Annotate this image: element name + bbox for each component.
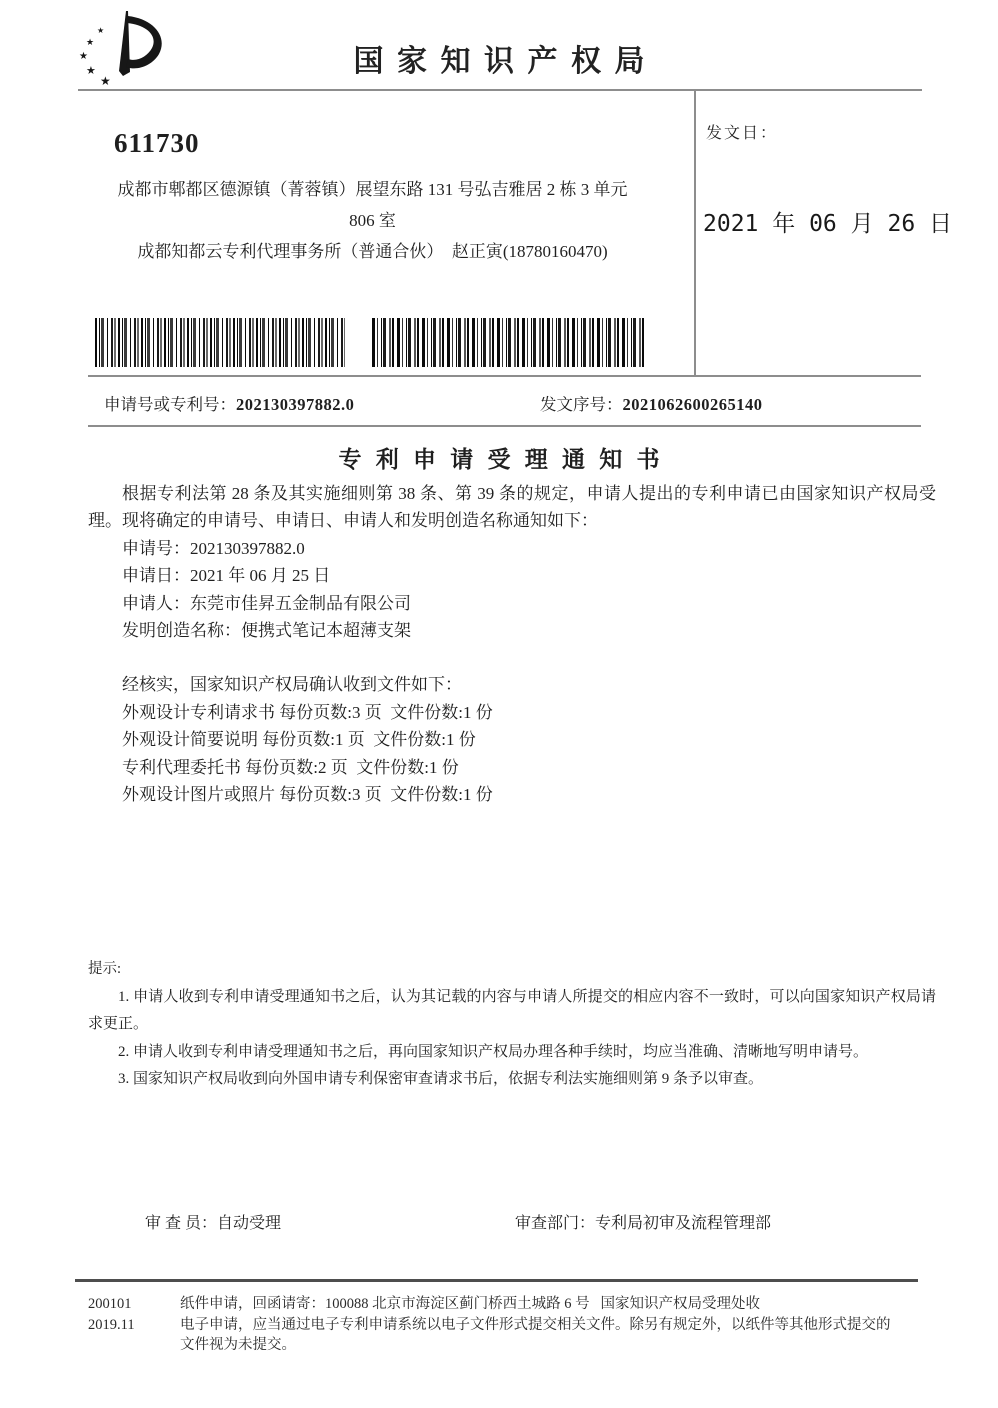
footer-line-electronic: 电子申请，应当通过电子专利申请系统以电子文件形式提交相关文件。除另有规定外，以纸件等其他形式提交的 bbox=[180, 1316, 891, 1333]
document-item: 专利代理委托书 每份页数:2 页 文件份数:1 份 bbox=[122, 757, 459, 777]
department-label: 审查部门： bbox=[515, 1215, 596, 1232]
form-code: 200101 bbox=[88, 1296, 132, 1312]
field-applicant: 申请人：东莞市佳昇五金制品有限公司 bbox=[122, 593, 411, 613]
dispatch-box-border bbox=[694, 89, 696, 377]
body-spacer bbox=[88, 644, 936, 671]
document-item: 外观设计图片或照片 每份页数:3 页 文件份数:1 份 bbox=[122, 785, 493, 805]
confirm-intro: 经核实，国家知识产权局确认收到文件如下： bbox=[122, 675, 462, 695]
svg-text:★: ★ bbox=[86, 65, 96, 77]
agent-line: 成都知都云专利代理事务所（普通合伙） 赵正寅(18780160470) bbox=[137, 242, 608, 261]
field-invention-name: 发明创造名称：便携式笔记本超薄支架 bbox=[122, 621, 411, 641]
examiner-row bbox=[145, 1210, 281, 1233]
dispatch-date-value: 2021 年 06 月 26 日 bbox=[703, 211, 953, 237]
dispatch-date-label: 发文日： bbox=[706, 125, 779, 142]
document-item: 外观设计专利请求书 每份页数:3 页 文件份数:1 份 bbox=[122, 702, 493, 722]
agency-title: 国家知识产权局 bbox=[353, 45, 658, 78]
tip-item: 2. 申请人收到专利申请受理通知书之后，再向国家知识产权局办理各种手续时，均应当准确、清晰地写明申请号。 bbox=[118, 1043, 869, 1060]
document-item: 外观设计简要说明 每份页数:1 页 文件份数:1 份 bbox=[122, 730, 476, 750]
tip-item: 1. 申请人收到专利申请受理通知书之后，认为其记载的内容与申请人所提交的相应内容不一致时，可以向国家知识产权局请求更正。 bbox=[88, 988, 936, 1033]
body-intro: 根据专利法第 28 条及其实施细则第 38 条、第 39 条的规定，申请人提出的专利申请已由国家知识产权局受理。现将确定的申请号、申请日、申请人和发明创造名称通知如下： bbox=[88, 484, 936, 531]
svg-text:★: ★ bbox=[86, 37, 95, 47]
tips-heading: 提示: bbox=[88, 961, 122, 977]
field-application-date: 申请日：2021 年 06 月 25 日 bbox=[122, 566, 331, 586]
notice-title: 专利申请受理通知书 bbox=[338, 447, 674, 472]
svg-text:★: ★ bbox=[100, 74, 111, 88]
footer-instructions bbox=[180, 1294, 925, 1356]
examiner-label: 审 查 员： bbox=[145, 1215, 218, 1232]
row-rule bbox=[88, 425, 921, 427]
examiner-value: 自动受理 bbox=[217, 1215, 282, 1232]
address-line-2: 806 室 bbox=[349, 211, 396, 230]
notice-body bbox=[88, 480, 936, 808]
header-rule bbox=[78, 89, 922, 91]
mid-rule bbox=[88, 375, 921, 377]
postal-code: 611730 bbox=[114, 128, 200, 158]
address-line-1: 成都市郫都区德源镇（菁蓉镇）展望东路 131 号弘吉雅居 2 栋 3 单元 bbox=[117, 180, 628, 199]
application-number-label: 申请号或专利号： bbox=[104, 395, 236, 414]
svg-text:★: ★ bbox=[97, 26, 105, 35]
application-number-value: 202130397882.0 bbox=[236, 395, 355, 414]
serial-number-value: 2021062600265140 bbox=[622, 395, 763, 414]
field-application-number: 申请号：202130397882.0 bbox=[122, 538, 305, 558]
svg-text:★: ★ bbox=[79, 51, 88, 62]
form-code-block bbox=[88, 1294, 135, 1335]
tips-section bbox=[88, 956, 936, 1094]
tip-item: 3. 国家知识产权局收到向外国申请专利保密审查请求书后，依据专利法实施细则第 9 条予以审查。 bbox=[118, 1071, 764, 1088]
barcode-application bbox=[95, 318, 345, 367]
footer-rule bbox=[75, 1279, 918, 1282]
barcode-serial bbox=[372, 318, 645, 367]
department-row bbox=[515, 1210, 771, 1233]
recipient-address-block bbox=[100, 174, 645, 267]
department-value: 专利局初审及流程管理部 bbox=[595, 1215, 772, 1232]
form-version: 2019.11 bbox=[88, 1316, 135, 1333]
footer-line-paper: 纸件申请，回函请寄：100088 北京市海淀区蓟门桥西土城路 6 号 国家知识产权局受理处收 bbox=[180, 1296, 760, 1312]
serial-number-row bbox=[540, 391, 763, 415]
application-number-row bbox=[104, 391, 354, 415]
footer-line-electronic-cont: 文件视为未提交。 bbox=[180, 1337, 296, 1353]
serial-number-label: 发文序号： bbox=[540, 395, 623, 414]
